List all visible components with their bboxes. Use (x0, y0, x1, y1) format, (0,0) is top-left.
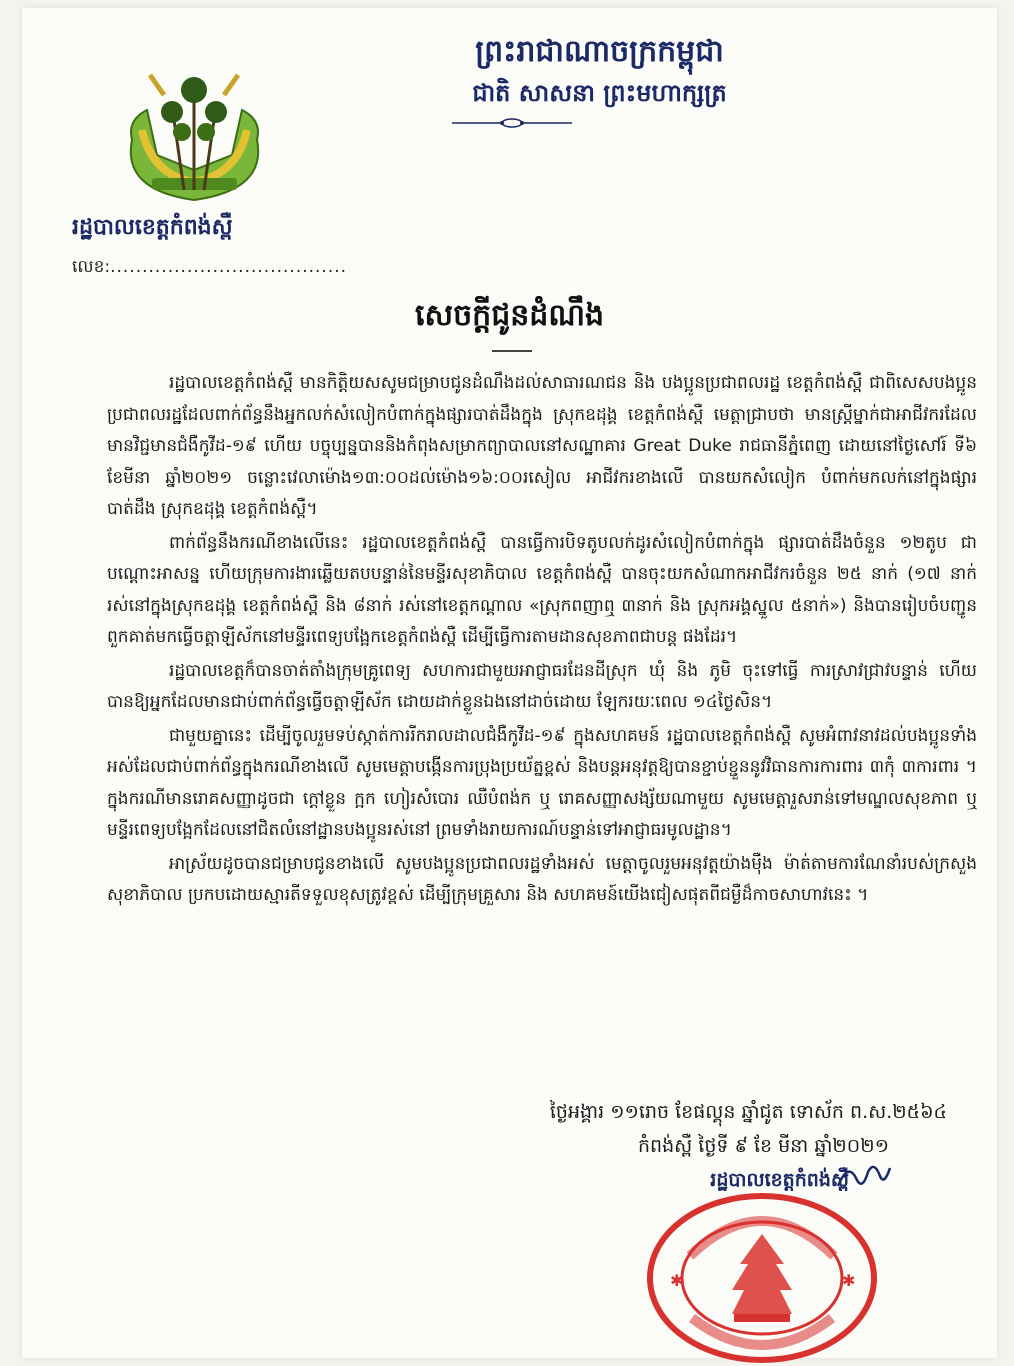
provincial-emblem-icon (112, 60, 277, 210)
issuer-name: រដ្ឋបាលខេត្តកំពង់ស្ពឺ (72, 214, 233, 240)
motto-heading: ជាតិ សាសនា ព្រះមហាក្សត្រ (472, 78, 727, 107)
paragraph-3: រដ្ឋបាលខេត្តក៏បានចាត់តាំងក្រុមគ្រូពេទ្យ សហការជាមួយអាជ្ញាធរដែនដីស្រុក ឃុំ និង ភូមិ ចុះទៅធ្វើ ការស្រាវជ្រាវបន្ទាន់ ហើយបានឱ្យអ្នកដែលមានជាប់ពាក់ព័ន្ធធ្វើចត្តាឡីស័ក ដោយដាក់ខ្លួនឯងនៅដាច់ដោយ ឡែករយៈពេល ១៤ថ្ងៃសិន។ (107, 660, 977, 712)
document-body (107, 368, 977, 914)
svg-text:✱: ✱ (842, 1271, 856, 1290)
document-title: សេចក្តីជូនដំណឹង (415, 298, 604, 333)
kingdom-heading: ព្រះរាជាណាចក្រកម្ពុជា (475, 34, 724, 69)
paragraph-2: ពាក់ព័ន្ធនឹងករណីខាងលើនេះ រដ្ឋបាលខេត្តកំពង់ស្ពឺ បានធ្វើការបិទតូបលក់ដូរសំលៀកបំពាក់ក្នុង ផ្សារបាត់ដឹងចំនួន ១២តូប ជាបណ្តោះអាសន្ន ហើយក្រុមការងារឆ្លើយតបបន្ទាន់នៃមន្ទីរសុខាភិបាល ខេត្តកំពង់ស្ពឺ បានចុះយកសំណាកអាជីវករចំនួន ២៥ នាក់ (១៧ នាក់រស់នៅក្នុងស្រុកឧដុង្គ ខេត្តកំពង់ស្ពឺ និង ៨នាក់ រស់នៅខេត្តកណ្តាល «ស្រុកពញាឮ ៣នាក់ និង ស្រុកអង្គស្នួល ៥នាក់») និងបានរៀបចំបញ្ជូន ពួកគាត់មកធ្វើចត្តាឡីស័កនៅមន្ទីរពេទ្យបង្អែកខេត្តកំពង់ស្ពឺ ដើម្បីធ្វើការតាមដានសុខភាពជាបន្ត ផងដែរ។ (107, 532, 977, 647)
reference-number (72, 256, 347, 281)
ornament-divider (452, 116, 572, 130)
title-underline (492, 350, 532, 352)
solar-date: កំពង់ស្ពឺ ថ្ងៃទី ៩ ខែ មីនា ឆ្នាំ២០២១ (638, 1135, 889, 1157)
paragraph-5: អាស្រ័យដូចបានជម្រាបជូនខាងលើ សូមបងប្អូនប្រជាពលរដ្ឋទាំងអស់ មេត្តាចូលរួមអនុវត្តយ៉ាងម៉ឺង ម៉ាត់តាមការណែនាំរបស់ក្រសួងសុខាភិបាល ប្រកបដោយស្មារតីទទួលខុសត្រូវខ្ពស់ ដើម្បីក្រុមគ្រួសារ និង សហគមន៍យើងជៀសផុតពីជម្ងឺដ៏កាចសាហាវនេះ ។ (107, 853, 977, 905)
reference-label: លេខ: (72, 257, 111, 277)
paragraph-1: រដ្ឋបាលខេត្តកំពង់ស្ពឺ មានកិត្តិយសសូមជម្រាបជូនដំណឹងដល់សាធារណជន និង បងប្អូនប្រជាពលរដ្ឋ ខេត្តកំពង់ស្ពឺ ជាពិសេសបងប្អូនប្រជាពលរដ្ឋដែលពាក់ព័ន្ធនឹងអ្នកលក់សំលៀកបំពាក់ក្នុងផ្សារបាត់ដឹងក្នុង ស្រុកឧដុង្គ ខេត្តកំពង់ស្ពឺ មេត្តាជ្រាបថា មានស្រ្តីម្នាក់ជាអាជីវករដែលមានវិជ្ជមានជំងឺកូវីដ-១៩ ហើយ បច្ចុប្បន្នបាននិងកំពុងសម្រាកព្យាបាលនៅសណ្ឋាគារ Great Duke រាជធានីភ្នំពេញ ដោយនៅថ្ងៃសៅរ៍ ទី៦ ខែមីនា ឆ្នាំ២០២១ ចន្លោះវេលាម៉ោង១៣:០០ដល់ម៉ោង១៦:០០រសៀល អាជីវករខាងលើ បានយកសំលៀក បំពាក់មកលក់នៅក្នុងផ្សារបាត់ដឹង ស្រុកឧដុង្គ ខេត្តកំពង់ស្ពឺ។ (107, 373, 977, 519)
reference-dots: ..................................... (110, 257, 348, 277)
official-seal-icon (642, 1186, 882, 1366)
lunar-date: ថ្ងៃអង្គារ ១១រោច ខែផល្គុន ឆ្នាំជូត ទោស័ក ព.ស.២៥៦៤ (549, 1101, 947, 1123)
svg-text:✱: ✱ (670, 1271, 684, 1290)
document-page (22, 8, 997, 1358)
paragraph-4: ជាមួយគ្នានេះ ដើម្បីចូលរួមទប់ស្កាត់ការរីករាលដាលជំងឺកូវីដ-១៩ ក្នុងសហគមន៍ រដ្ឋបាលខេត្តកំពង់ស្ពឺ សូមអំពាវនាវដល់បងប្អូនទាំងអស់ដែលជាប់ពាក់ព័ន្ធក្នុងករណីខាងលើ សូមមេត្តាបង្កើនការប្រុងប្រយ័ត្នខ្ពស់ និងបន្តអនុវត្តឱ្យបានខ្ជាប់ខ្ជួននូវវិធានការការពារ ៣កុំ ៣ការពារ ។ ក្នុងករណីមានរោគសញ្ញាដូចជា ក្តៅខ្លួន ក្អក ហៀរសំបោរ ឈឺបំពង់ក ឬ រោគសញ្ញាសង្ស័យណាមួយ សូមមេត្តារួសរាន់ទៅមណ្ឌលសុខភាព ឬ មន្ទីរពេទ្យបង្អែកដែលនៅជិតលំនៅដ្ឋានបងប្អូនរស់នៅ ព្រមទាំងរាយការណ៍បន្ទាន់ទៅអាជ្ញាធរមូលដ្ឋាន។ (107, 725, 977, 840)
signer-name: រដ្ឋបាលខេត្តកំពង់ស្ពឺ (710, 1169, 849, 1191)
